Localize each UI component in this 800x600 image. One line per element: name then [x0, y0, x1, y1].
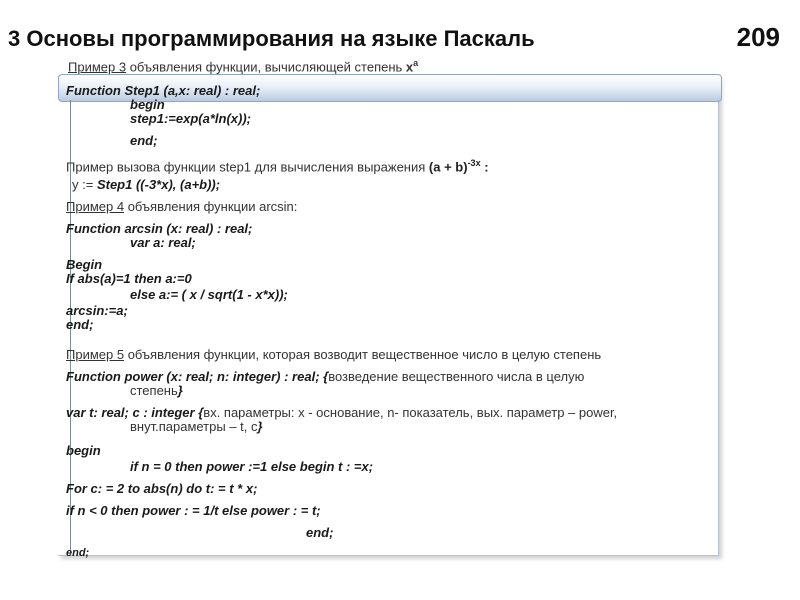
example3-base: x — [405, 59, 414, 75]
code-segment: } — [177, 383, 183, 398]
code-line: Function Step1 (a,x: real) : real; — [66, 83, 261, 98]
call-text: Пример вызова функции step1 для вычисления выражения — [66, 159, 429, 175]
comment-text: вх. параметры: x - основание, n- показатель, вых. параметр – power, — [203, 405, 618, 420]
code-line — [130, 384, 183, 398]
code-line: if n = 0 then power :=1 else begin t : =x; — [130, 459, 374, 474]
example4-label: Пример 4 — [66, 199, 125, 214]
example4-caption — [66, 200, 297, 214]
code-line: arcsin:=a; — [66, 303, 128, 318]
code-line: step1:=exp(a*ln(x)); — [130, 111, 251, 126]
call-exp: -3x — [467, 158, 481, 168]
code-line: if n < 0 then power : = 1/t else power : = t; — [66, 503, 321, 518]
example5-caption — [66, 348, 601, 362]
example5-text: объявления функции, которая возводит вещественное число в целую степень — [124, 347, 602, 362]
comment-text: возведение вещественного числа в целую — [328, 369, 585, 384]
code-line: end; — [130, 133, 158, 148]
call-code — [72, 178, 220, 192]
code-line: end; — [306, 525, 334, 540]
comment-text: степень — [130, 383, 178, 398]
code-line: Function arcsin (x: real) : real; — [66, 221, 253, 236]
code-segment: var t: real; c : integer { — [66, 405, 204, 420]
page-number: 209 — [736, 22, 780, 52]
code-line — [130, 420, 263, 434]
code-line: begin — [130, 97, 165, 112]
code-line: end; — [66, 317, 94, 332]
example5-label: Пример 5 — [66, 347, 125, 362]
call-caption — [66, 156, 489, 174]
code-segment: Function power (x: real; n: integer) : real; { — [66, 369, 329, 384]
call-code-prefix: y := — [72, 177, 97, 192]
example3-text: объявления функции, вычисляющей степень — [126, 59, 406, 75]
code-line: var a: real; — [130, 235, 196, 250]
comment-text: внут.параметры – t, c — [130, 419, 258, 434]
code-line: begin — [66, 443, 101, 458]
code-segment: } — [257, 419, 263, 434]
code-line: else a:= ( x / sqrt(1 - x*x)); — [130, 287, 288, 302]
code-line — [66, 370, 584, 384]
code-line: end; — [66, 547, 90, 559]
code-line: Begin — [66, 257, 103, 272]
example4-text: объявления функции arcsin: — [124, 199, 298, 214]
code-line: If abs(a)=1 then a:=0 — [66, 271, 192, 286]
call-tail: : — [480, 159, 489, 175]
example3-exp: a — [413, 58, 419, 68]
call-expr: (a + b) — [428, 159, 468, 175]
example3-caption — [68, 58, 418, 74]
code-line: For c: = 2 to abs(n) do t: = t * x; — [66, 481, 258, 496]
call-code-text: Step1 ((-3*x), (a+b)); — [96, 177, 221, 192]
page-title: 3 Основы программирования на языке Паскаль — [8, 26, 535, 51]
code-line — [66, 406, 617, 420]
example3-label: Пример 3 — [68, 59, 127, 75]
